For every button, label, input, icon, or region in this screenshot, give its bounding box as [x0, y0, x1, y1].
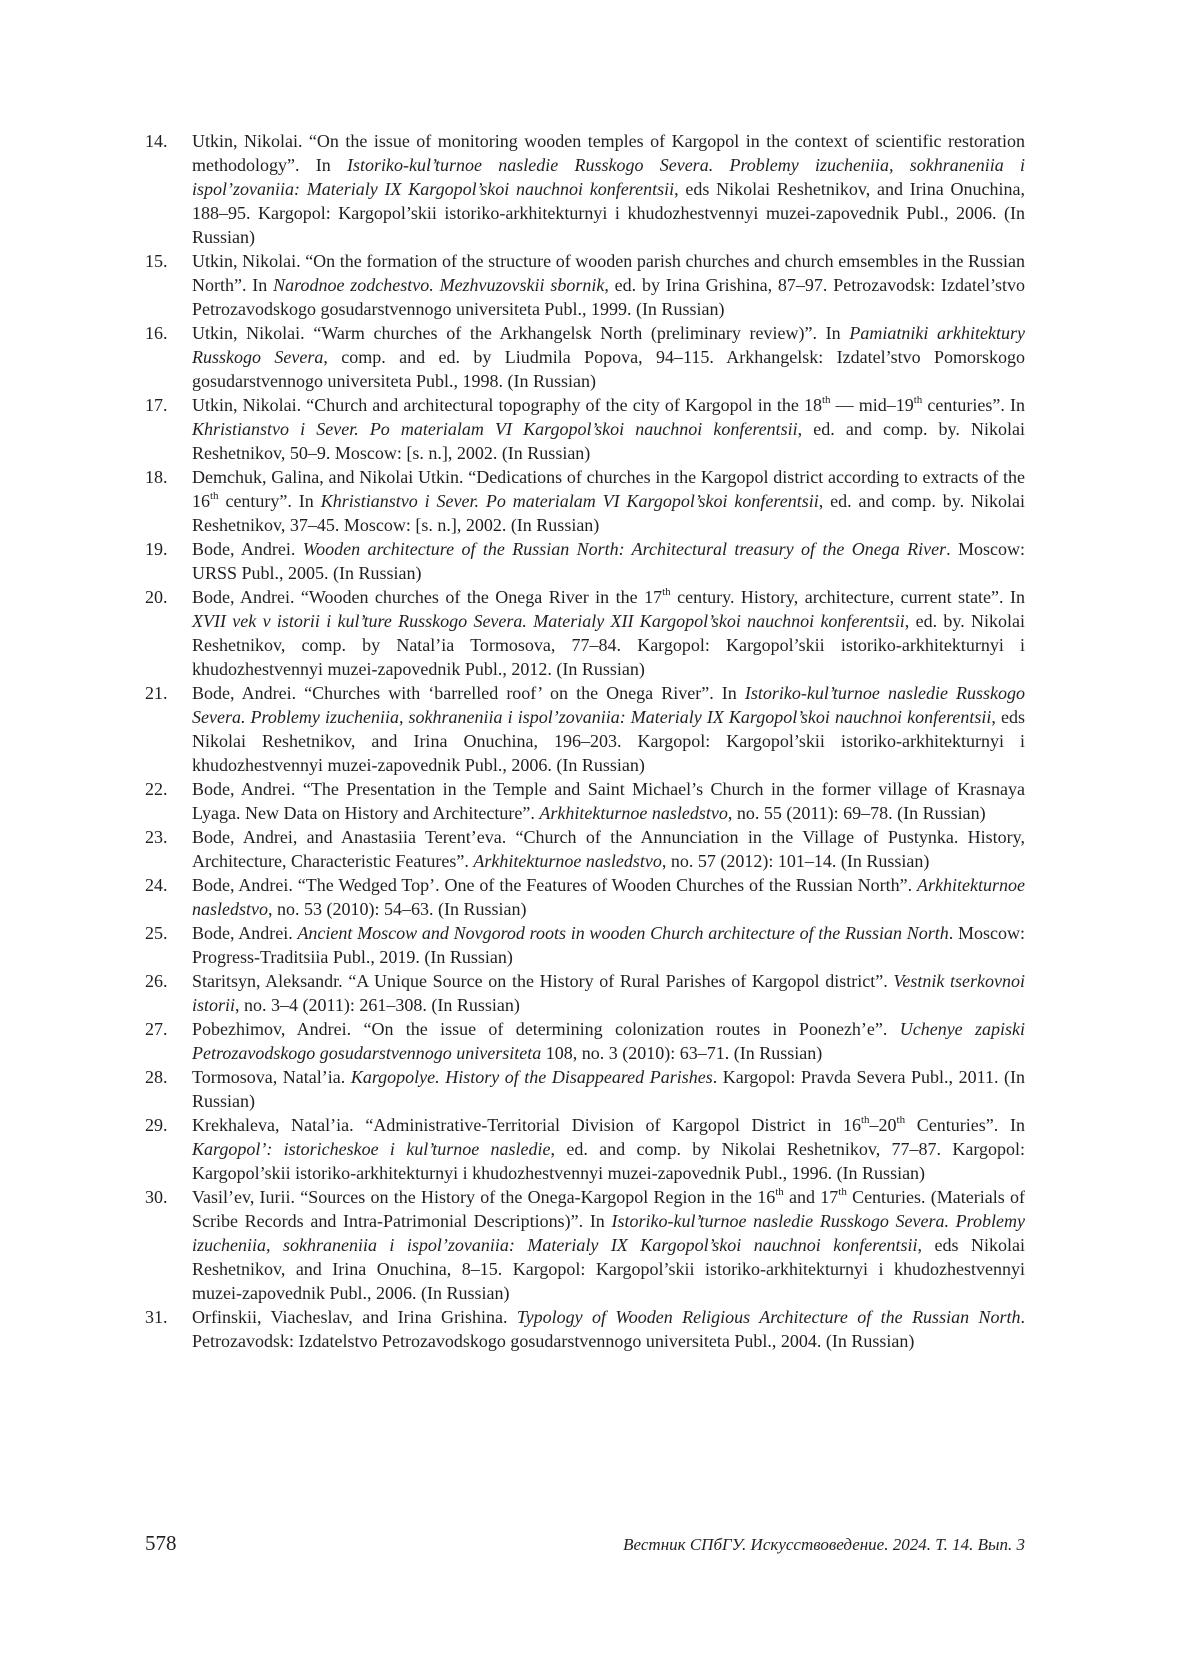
reference-item — [145, 969, 1025, 1017]
reference-number: 15. — [145, 251, 168, 271]
superscript: th — [838, 1186, 847, 1198]
reference-number: 23. — [145, 827, 168, 847]
reference-segment: . Petrozavodsk: Izdatelstvo Petrozavodskogo gosudarstvennogo universiteta Publ., 2004. (In Russian) — [192, 1307, 1025, 1351]
reference-segment: , comp. and ed. by Liudmila Popova, 94–115. Arkhangelsk: Izdatel’stvo Pomorskogo gosudarstvennogo universiteta Publ., 1998. (In Russian) — [192, 347, 1025, 391]
reference-segment: Bode, Andrei. “Wooden churches of the Onega River in the 17 — [192, 587, 663, 607]
reference-segment: Utkin, Nikolai. “On the formation of the structure of wooden parish churches and church emsembles in the Russian North”. In — [192, 251, 1025, 295]
reference-segment: Tormosova, Natal’ia. — [192, 1067, 351, 1087]
superscript: th — [821, 394, 831, 406]
reference-number: 30. — [145, 1187, 168, 1207]
superscript: th — [860, 1114, 870, 1126]
reference-segment: centuries”. In — [922, 395, 1025, 415]
reference-segment: 108, no. 3 (2010): 63–71. (In Russian) — [541, 1043, 823, 1063]
reference-segment: century. History, architecture, current state”. In — [670, 587, 1025, 607]
reference-segment: Centuries. (Materials of Scribe Records and Intra-Patrimonial Descriptions)”. In — [192, 1187, 1025, 1231]
reference-segment: Orfinskii, Viacheslav, and Irina Grishina. — [192, 1307, 517, 1327]
reference-number: 18. — [145, 467, 168, 487]
italic-title: Istoriko-kul’turnoe nasledie Russkogo Severa. Problemy izucheniia, sokhraneniia i ispol’zovaniia: Materialy IX Kargopol’skoi nauchnoi konferentsii — [192, 1211, 1025, 1255]
reference-segment: Utkin, Nikolai. “Church and architectural topography of the city of Kargopol in the 18 — [192, 395, 822, 415]
reference-text — [192, 1305, 1025, 1353]
reference-text — [192, 825, 1025, 873]
reference-number: 26. — [145, 971, 168, 991]
reference-number: 22. — [145, 779, 168, 799]
reference-item — [145, 1065, 1025, 1113]
reference-segment: Utkin, Nikolai. “On the issue of monitoring wooden temples of Kargopol in the context of scientific restoration methodology”. In — [192, 131, 1025, 175]
italic-title: Istoriko-kul’turnoe nasledie Russkogo Severa. Problemy izucheniia, sokhraneniia i ispol’zovaniia: Materialy IX Kargopol’skoi nauchnoi konferentsii — [192, 683, 1026, 727]
italic-title: Wooden architecture of the Russian North: Architectural treasury of the Onega River — [302, 539, 947, 559]
reference-segment: –20 — [869, 1115, 897, 1135]
italic-title: Arkhitekturnoe nasledstvo — [192, 875, 1025, 919]
reference-segment: , ed. and comp. by. Nikolai Reshetnikov, 37–45. Moscow: [s. n.], 2002. (In Russian) — [192, 491, 1025, 535]
reference-segment: , ed. by Irina Grishina, 87–97. Petrozavodsk: Izdatel’stvo Petrozavodskogo gosudarstvennogo universiteta Publ., 1999. (In Russian) — [192, 275, 1025, 319]
reference-segment: Centuries”. In — [905, 1115, 1025, 1135]
reference-text — [192, 921, 1025, 969]
reference-item — [145, 681, 1025, 777]
reference-number: 20. — [145, 587, 168, 607]
superscript: th — [662, 586, 671, 598]
italic-title: XVII vek v istorii i kul’ture Russkogo Severa. Materialy XII Kargopol’skoi nauchnoi konferentsii — [192, 611, 905, 631]
reference-number: 27. — [145, 1019, 168, 1039]
italic-title: Kargopol’: istoricheskoe i kul’turnoe nasledie — [192, 1139, 551, 1159]
reference-number: 31. — [145, 1307, 168, 1327]
reference-number: 25. — [145, 923, 168, 943]
italic-title: Arkhitekturnoe nasledstvo — [473, 851, 662, 871]
reference-number: 17. — [145, 395, 168, 415]
reference-text — [192, 537, 1025, 585]
reference-segment: Pobezhimov, Andrei. “On the issue of determining colonization routes in Poonezh’e”. — [192, 1019, 900, 1039]
reference-segment: Bode, Andrei. “Churches with ‘barrelled roof’ on the Onega River”. In — [192, 683, 745, 703]
italic-title: Khristianstvo i Sever. Po materialam VI Kargopol’skoi konferentsii — [320, 491, 819, 511]
reference-text — [192, 873, 1025, 921]
italic-title: Ancient Moscow and Novgorod roots in wooden Church architecture of the Russian North — [297, 923, 949, 943]
reference-item — [145, 1185, 1025, 1305]
reference-item — [145, 537, 1025, 585]
superscript: th — [210, 490, 219, 502]
italic-title: Narodnoe zodchestvo. Mezhvuzovskii sbornik — [273, 275, 605, 295]
reference-text — [192, 129, 1025, 249]
reference-segment: . Kargopol: Pravda Severa Publ., 2011. (In Russian) — [192, 1067, 1025, 1111]
journal-running-title: Вестник СПбГУ. Искусствоведение. 2024. Т. 14. Вып. 3 — [623, 1535, 1025, 1554]
reference-segment: , no. 55 (2011): 69–78. (In Russian) — [727, 803, 986, 823]
reference-segment: Krekhaleva, Natal’ia. “Administrative-Territorial Division of Kargopol District in 16 — [192, 1115, 861, 1135]
reference-segment: Bode, Andrei. “The Wedged Top’. One of the Features of Wooden Churches of the Russian North”. — [192, 875, 918, 895]
reference-item — [145, 393, 1025, 465]
reference-segment: Demchuk, Galina, and Nikolai Utkin. “Dedications of churches in the Kargopol district according to extracts of the 16 — [192, 467, 1025, 511]
reference-item — [145, 1305, 1025, 1353]
reference-item — [145, 825, 1025, 873]
reference-text — [192, 1065, 1025, 1113]
reference-number: 24. — [145, 875, 168, 895]
reference-text — [192, 1017, 1025, 1065]
reference-text — [192, 969, 1025, 1017]
italic-title: Istoriko-kul’turnoe nasledie Russkogo Severa. Problemy izucheniia, sokhraneniia i ispol’zovaniia: Materialy IX Kargopol’skoi nauchnoi konferentsii — [192, 155, 1026, 199]
italic-title: Vestnik tserkovnoi istorii — [192, 971, 1025, 1015]
superscript: th — [775, 1186, 784, 1198]
reference-segment: , no. 53 (2010): 54–63. (In Russian) — [268, 899, 527, 919]
page-number: 578 — [145, 1531, 177, 1555]
reference-segment: Staritsyn, Aleksandr. “A Unique Source on the History of Rural Parishes of Kargopol district”. — [192, 971, 894, 991]
reference-text — [192, 249, 1025, 321]
reference-segment: , ed. and comp. by. Nikolai Reshetnikov, 50–9. Moscow: [s. n.], 2002. (In Russian) — [192, 419, 1025, 463]
reference-segment: and 17 — [783, 1187, 839, 1207]
reference-segment: Vasil’ev, Iurii. “Sources on the History of the Onega-Kargopol Region in the 16 — [192, 1187, 776, 1207]
reference-segment: century”. In — [218, 491, 321, 511]
reference-segment: , eds Nikolai Reshetnikov, and Irina Onuchina, 188–95. Kargopol: Kargopol’skii istoriko-arkhitekturnyi i khudozhestvennyi muzei-zapovednik Publ., 2006. (In Russian) — [192, 179, 1025, 247]
italic-title: Typology of Wooden Religious Architecture of the Russian North — [516, 1307, 1021, 1327]
reference-text — [192, 585, 1025, 681]
reference-segment: , no. 57 (2012): 101–14. (In Russian) — [661, 851, 930, 871]
reference-text — [192, 1185, 1025, 1305]
reference-number: 19. — [145, 539, 168, 559]
reference-segment: , ed. by. Nikolai Reshetnikov, comp. by Natal’ia Tormosova, 77–84. Kargopol: Kargopol’skii istoriko-arkhitekturnyi i khudozhestvennyi muzei-zapovednik Publ., 2012. (In Russian) — [192, 611, 1026, 679]
reference-item — [145, 777, 1025, 825]
reference-text — [192, 465, 1025, 537]
reference-segment: Bode, Andrei. — [192, 539, 303, 559]
reference-segment: Bode, Andrei. “The Presentation in the Temple and Saint Michael’s Church in the former village of Krasnaya Lyaga. New Data on History and Architecture”. — [192, 779, 1025, 823]
italic-title: Pamiatniki arkhitektury Russkogo Severa — [192, 323, 1025, 367]
reference-item — [145, 921, 1025, 969]
reference-text — [192, 321, 1025, 393]
superscript: th — [913, 394, 923, 406]
reference-number: 28. — [145, 1067, 168, 1087]
reference-number: 29. — [145, 1115, 168, 1135]
italic-title: Khristianstvo i Sever. Po materialam VI Kargopol’skoi nauchnoi konferentsii — [192, 419, 798, 439]
reference-segment: , eds Nikolai Reshetnikov, and Irina Onuchina, 196–203. Kargopol: Kargopol’skii istoriko-arkhitekturnyi i khudozhestvennyi muzei-zapovednik Publ., 2006. (In Russian) — [192, 707, 1025, 775]
reference-item — [145, 1017, 1025, 1065]
reference-segment: Bode, Andrei, and Anastasiia Terent’eva. “Church of the Annunciation in the Village of Pustynka. History, Architecture, Characteristic Features”. — [192, 827, 1025, 871]
reference-number: 21. — [145, 683, 168, 703]
reference-segment: , no. 3–4 (2011): 261–308. (In Russian) — [235, 995, 520, 1015]
superscript: th — [896, 1114, 906, 1126]
reference-segment: — mid–19 — [830, 395, 914, 415]
reference-item — [145, 129, 1025, 249]
reference-text — [192, 777, 1025, 825]
reference-list — [145, 129, 1025, 1353]
reference-text — [192, 1113, 1025, 1185]
page-footer — [145, 1531, 1025, 1561]
reference-item — [145, 1113, 1025, 1185]
reference-number: 14. — [145, 131, 168, 151]
reference-text — [192, 393, 1025, 465]
reference-segment: Bode, Andrei. — [192, 923, 298, 943]
reference-item — [145, 249, 1025, 321]
reference-segment: . Moscow: Progress-Traditsiia Publ., 2019. (In Russian) — [192, 923, 1025, 967]
reference-item — [145, 465, 1025, 537]
reference-segment: Utkin, Nikolai. “Warm churches of the Arkhangelsk North (preliminary review)”. In — [192, 323, 850, 343]
reference-item — [145, 321, 1025, 393]
reference-number: 16. — [145, 323, 168, 343]
italic-title: Uchenye zapiski Petrozavodskogo gosudarstvennogo universiteta — [192, 1019, 1025, 1063]
reference-item — [145, 873, 1025, 921]
reference-segment: , ed. and comp. by Nikolai Reshetnikov, 77–87. Kargopol: Kargopol’skii istoriko-arkhitekturnyi i khudozhestvennyi muzei-zapovednik Publ., 1996. (In Russian) — [192, 1139, 1025, 1183]
italic-title: Arkhitekturnoe nasledstvo — [539, 803, 728, 823]
reference-segment: . Moscow: URSS Publ., 2005. (In Russian) — [192, 539, 1025, 583]
reference-text — [192, 681, 1025, 777]
italic-title: Kargopolye. History of the Disappeared Parishes — [350, 1067, 713, 1087]
reference-segment: , eds Nikolai Reshetnikov, and Irina Onuchina, 8–15. Kargopol: Kargopol’skii istoriko-arkhitekturnyi i khudozhestvennyi muzei-zapovednik Publ., 2006. (In Russian) — [192, 1235, 1025, 1303]
reference-item — [145, 585, 1025, 681]
